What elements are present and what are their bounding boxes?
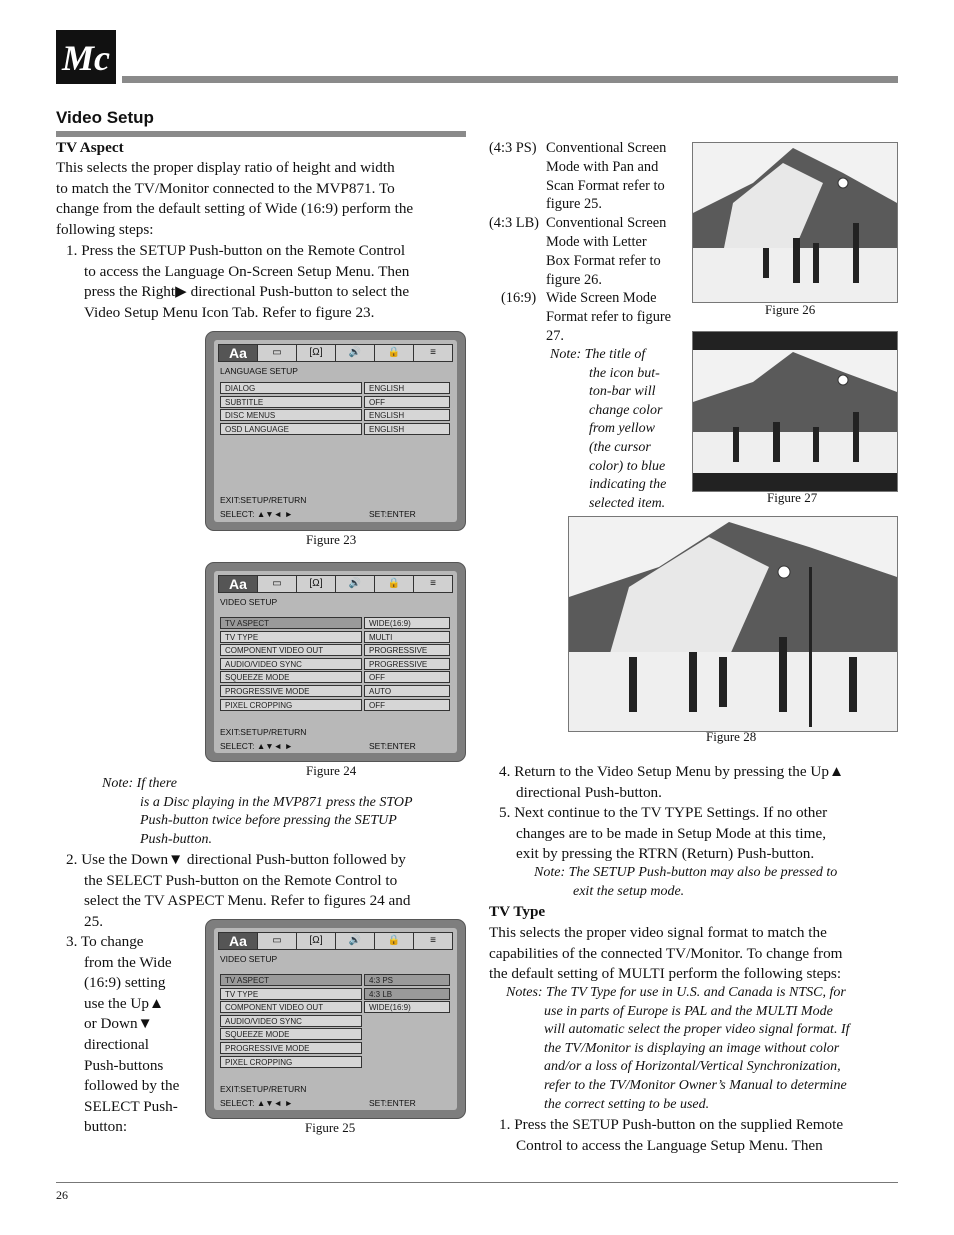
osd-select-hint: SELECT: ▲▼◄ ► — [220, 741, 293, 751]
line: followed by the — [84, 1077, 180, 1095]
line: ton-bar will — [589, 384, 656, 400]
line: the icon but- — [589, 365, 660, 381]
line: select the TV ASPECT Menu. Refer to figures 24 and — [84, 892, 411, 910]
screen-tab-icon: ▭ — [258, 345, 297, 361]
step-4 — [499, 762, 899, 803]
row-value: OFF — [364, 396, 450, 408]
osd-title: VIDEO SETUP — [220, 597, 278, 607]
osd-row — [220, 658, 450, 672]
osd-row — [220, 644, 450, 658]
row-value: PROGRESSIVE — [364, 644, 450, 656]
line: change color — [589, 402, 663, 418]
osd-set-hint: SET:ENTER — [369, 741, 416, 751]
row-label: PROGRESSIVE MODE — [220, 1042, 362, 1054]
line: is a Disc playing in the MVP871 press the STOP — [140, 794, 413, 810]
section-title: Video Setup — [56, 108, 154, 127]
line: (16:9) setting — [84, 974, 166, 992]
line: the SELECT Push-button on the Remote Control to — [84, 871, 398, 889]
line: Push-buttons — [84, 1056, 164, 1074]
line: use in parts of Europe is PAL and the MULTI Mode — [544, 1003, 833, 1019]
screen-tab-icon: ▭ — [258, 933, 297, 949]
line: 1. Press the SETUP Push-button on the supplied Remote — [499, 1116, 844, 1133]
note-icon-color — [550, 346, 690, 513]
line: Note: The SETUP Push-button may also be pressed to — [534, 865, 838, 880]
option-label: (4:3 LB) — [489, 215, 539, 232]
osd-rows — [220, 974, 450, 1069]
note-disc-playing — [102, 775, 462, 849]
lock-tab-icon: 🔒 — [375, 933, 414, 949]
line: to access the Language On-Screen Setup Menu. Then — [84, 262, 410, 280]
osd-select-hint: SELECT: ▲▼◄ ► — [220, 1098, 293, 1108]
option-label: (16:9) — [501, 290, 537, 307]
menu-tab-icon: ≡ — [430, 935, 436, 946]
line: Note: If there — [102, 776, 177, 791]
line: 25. — [84, 912, 103, 930]
line: the correct setting to be used. — [544, 1096, 710, 1112]
line: (the cursor — [589, 439, 651, 455]
line: Box Format refer to — [546, 252, 661, 269]
svg-text:Mc: Mc — [62, 38, 110, 78]
osd-row — [220, 671, 450, 685]
osd-rows — [220, 617, 450, 712]
tv-type-heading: TV Type — [489, 903, 546, 920]
row-value: OFF — [364, 699, 450, 711]
row-value: ENGLISH — [364, 382, 450, 394]
line: Mode with Pan and — [546, 158, 659, 175]
line: color) to blue — [589, 458, 666, 474]
osd-row — [220, 1015, 450, 1029]
aspect-options — [489, 139, 689, 346]
line: figure 25. — [546, 196, 602, 213]
line: capabilities of the connected TV/Monitor. To change from — [489, 944, 843, 962]
line: following steps: — [56, 220, 154, 238]
section-rule — [56, 131, 466, 137]
row-value: MULTI — [364, 631, 450, 643]
osd-row — [220, 988, 450, 1002]
row-label: TV ASPECT — [220, 617, 362, 629]
icon-tab-bar — [218, 344, 453, 362]
screen-tab-icon: ▭ — [258, 576, 297, 592]
step-5 — [499, 803, 899, 865]
figure-28-photo — [568, 516, 898, 732]
row-label: DISC MENUS — [220, 409, 362, 421]
line: the default setting of MULTI perform the following steps: — [489, 965, 842, 983]
osd-row — [220, 1028, 450, 1042]
line: from the Wide — [84, 953, 172, 971]
figure-25-caption: Figure 25 — [305, 1120, 356, 1135]
osd-row — [220, 685, 450, 699]
osd-row — [220, 1056, 450, 1070]
line: button: — [84, 1118, 128, 1136]
row-value: WIDE(16:9) — [364, 617, 450, 629]
line: Conventional Screen — [546, 215, 667, 232]
osd-row — [220, 974, 450, 988]
osd-row — [220, 423, 450, 437]
line: refer to the TV/Monitor Owner’s Manual to determine — [544, 1077, 847, 1093]
line: 1. Press the SETUP Push-button on the Remote Control — [66, 242, 406, 259]
line: figure 26. — [546, 271, 602, 288]
row-value: AUTO — [364, 685, 450, 697]
osd-row — [220, 409, 450, 423]
row-label: OSD LANGUAGE — [220, 423, 362, 435]
osd-row — [220, 396, 450, 410]
osd-exit-hint: EXIT:SETUP/RETURN — [220, 727, 307, 737]
line: Conventional Screen — [546, 140, 667, 156]
row-label: PIXEL CROPPING — [220, 1056, 362, 1068]
lock-tab-icon: 🔒 — [375, 576, 414, 592]
line: Format refer to figure — [546, 309, 672, 326]
line: 27. — [546, 327, 564, 344]
osd-row — [220, 1042, 450, 1056]
tv-type-intro — [489, 923, 899, 985]
row-label: COMPONENT VIDEO OUT — [220, 644, 362, 656]
line: Video Setup Menu Icon Tab. Refer to figure 23. — [84, 303, 375, 321]
osd-exit-hint: EXIT:SETUP/RETURN — [220, 495, 307, 505]
line: changes are to be made in Setup Mode at this time, — [516, 824, 826, 842]
row-label: PROGRESSIVE MODE — [220, 685, 362, 697]
line: press the Right▶ directional Push-button to select the — [84, 283, 410, 301]
row-value: OFF — [364, 671, 450, 683]
tv-aspect-intro — [56, 158, 466, 240]
row-label: SQUEEZE MODE — [220, 671, 362, 683]
line: or Down▼ — [84, 1015, 153, 1033]
figure-27-caption: Figure 27 — [767, 490, 818, 505]
row-label: SQUEEZE MODE — [220, 1028, 362, 1040]
rating-tab-icon: [Ω] — [297, 933, 336, 949]
option-ps — [489, 139, 689, 214]
osd-set-hint: SET:ENTER — [369, 509, 416, 519]
option-label: (4:3 PS) — [489, 140, 537, 156]
row-value: 4:3 LB — [364, 988, 450, 1000]
line: exit the setup mode. — [573, 883, 685, 899]
line: the TV/Monitor is displaying an image without color — [544, 1040, 840, 1056]
row-label: AUDIO/VIDEO SYNC — [220, 658, 362, 670]
line: 2. Use the Down▼ directional Push-button followed by — [66, 851, 406, 868]
ski-volleyball-photo — [693, 143, 897, 302]
row-label: COMPONENT VIDEO OUT — [220, 1001, 362, 1013]
osd-title: VIDEO SETUP — [220, 954, 278, 964]
row-label: DIALOG — [220, 382, 362, 394]
page-number: 26 — [56, 1188, 68, 1202]
ski-volleyball-wide-photo — [569, 517, 897, 731]
line: change from the default setting of Wide (16:9) perform the — [56, 200, 414, 218]
step-1 — [66, 241, 466, 323]
line: use the Up▲ — [84, 994, 164, 1012]
line: This selects the proper video signal format to match the — [489, 924, 827, 941]
line: Notes: The TV Type for use in U.S. and Canada is NTSC, for — [506, 985, 846, 1000]
osd-exit-hint: EXIT:SETUP/RETURN — [220, 1084, 307, 1094]
row-label: AUDIO/VIDEO SYNC — [220, 1015, 362, 1027]
language-tab-icon: Aa — [219, 576, 258, 592]
line: directional — [84, 1035, 149, 1053]
line: exit by pressing the RTRN (Return) Push-button. — [516, 845, 815, 863]
line: and/or a loss of Horizontal/Vertical Synchronization, — [544, 1059, 841, 1075]
osd-row — [220, 699, 450, 713]
step-3 — [66, 932, 196, 1138]
line: Note: The title of — [550, 347, 646, 362]
figure-24-caption: Figure 24 — [306, 763, 357, 778]
line: SELECT Push- — [84, 1097, 178, 1115]
header-rule — [122, 76, 898, 83]
icon-tab-bar — [218, 575, 453, 593]
ski-volleyball-letterbox-photo — [693, 332, 897, 491]
speaker-tab-icon: 🔊 — [336, 345, 375, 361]
note-setup-exit — [534, 864, 894, 901]
language-tab-icon: Aa — [219, 933, 258, 949]
row-label: TV ASPECT — [220, 974, 362, 986]
line: directional Push-button. — [516, 783, 662, 801]
notes-tv-type — [506, 984, 900, 1114]
line: to match the TV/Monitor connected to the MVP871. To — [56, 179, 395, 197]
osd-rows — [220, 382, 450, 436]
osd-set-hint: SET:ENTER — [369, 1098, 416, 1108]
figure-26-photo — [692, 142, 898, 303]
footer-rule — [56, 1182, 898, 1183]
figure-23-caption: Figure 23 — [306, 532, 357, 547]
line: 4. Return to the Video Setup Menu by pressing the Up▲ — [499, 763, 844, 780]
osd-row — [220, 631, 450, 645]
figure-23-osd — [205, 331, 466, 531]
osd-select-hint: SELECT: ▲▼◄ ► — [220, 509, 293, 519]
mcintosh-logo — [56, 30, 116, 84]
figure-24-osd — [205, 562, 466, 762]
line: Push-button twice before pressing the SETUP — [140, 813, 397, 829]
speaker-tab-icon: 🔊 — [336, 576, 375, 592]
line: will automatic select the proper video signal format. If — [544, 1022, 850, 1038]
menu-tab-icon: ≡ — [430, 578, 436, 589]
row-value: PROGRESSIVE — [364, 658, 450, 670]
line: Scan Format refer to — [546, 177, 665, 194]
speaker-tab-icon: 🔊 — [336, 933, 375, 949]
figure-28-caption: Figure 28 — [706, 729, 757, 744]
tv-aspect-heading: TV Aspect — [56, 139, 124, 156]
lock-tab-icon: 🔒 — [375, 345, 414, 361]
icon-tab-bar — [218, 932, 453, 950]
rating-tab-icon: [Ω] — [297, 576, 336, 592]
line: selected item. — [589, 495, 666, 511]
row-value: 4:3 PS — [364, 974, 450, 986]
row-label: PIXEL CROPPING — [220, 699, 362, 711]
line: from yellow — [589, 421, 655, 437]
osd-row — [220, 1001, 450, 1015]
line: Wide Screen Mode — [546, 290, 657, 307]
line: Mode with Letter — [546, 233, 647, 250]
language-tab-icon: Aa — [219, 345, 258, 361]
osd-row — [220, 617, 450, 631]
row-label: TV TYPE — [220, 988, 362, 1000]
line: Push-button. — [140, 831, 212, 847]
figure-27-photo — [692, 331, 898, 492]
line: 3. To change — [66, 933, 144, 950]
line: indicating the — [589, 477, 667, 493]
option-wide — [489, 289, 689, 345]
line: Control to access the Language Setup Menu. Then — [516, 1136, 823, 1154]
rating-tab-icon: [Ω] — [297, 345, 336, 361]
figure-26-caption: Figure 26 — [765, 302, 816, 317]
row-label: SUBTITLE — [220, 396, 362, 408]
option-lb — [489, 214, 689, 289]
row-value: ENGLISH — [364, 409, 450, 421]
line: This selects the proper display ratio of height and width — [56, 159, 395, 176]
step-1-tv-type — [499, 1115, 899, 1156]
osd-title: LANGUAGE SETUP — [220, 366, 298, 376]
row-value: ENGLISH — [364, 423, 450, 435]
menu-tab-icon: ≡ — [430, 347, 436, 358]
figure-25-osd — [205, 919, 466, 1119]
row-value: WIDE(16:9) — [364, 1001, 450, 1013]
osd-row — [220, 382, 450, 396]
row-label: TV TYPE — [220, 631, 362, 643]
line: 5. Next continue to the TV TYPE Settings. If no other — [499, 804, 828, 821]
